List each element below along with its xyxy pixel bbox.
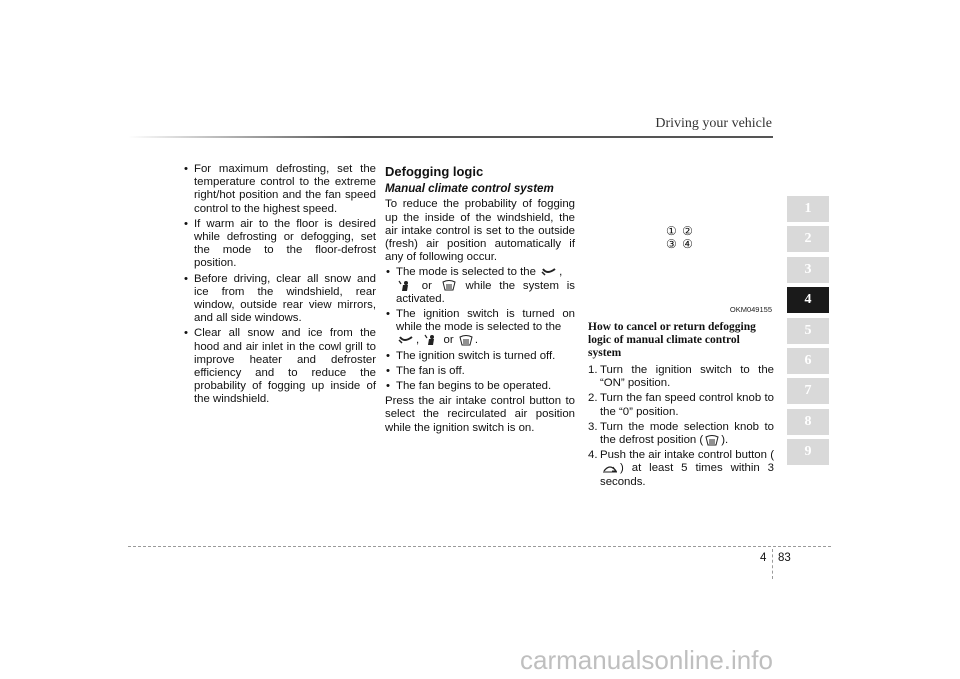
bullet-text: The mode is selected to the (396, 266, 536, 279)
figure-code: OKM049155 (729, 305, 772, 314)
list-item: • The mode is selected to the , or while the system is activated. (385, 266, 575, 306)
bullet-text: or (443, 334, 454, 347)
floor-defrost-icon (398, 280, 412, 292)
defrost-icon (459, 335, 473, 346)
step-text: Turn the fan speed control knob to the “0” position. (600, 392, 774, 418)
page-number: 83 (778, 552, 791, 564)
chapter-tab-2[interactable]: 2 (787, 226, 829, 252)
chapter-tab-1[interactable]: 1 (787, 196, 829, 222)
bullet-text: while the system is activated. (396, 279, 575, 305)
floor-defrost-icon (424, 334, 438, 346)
figure-callouts (666, 225, 694, 251)
list-item: • For maximum defrosting, set the temperature control to the extreme right/hot position and the fan speed control to the highest speed. (183, 163, 376, 216)
chapter-tab-6[interactable]: 6 (787, 348, 829, 374)
figure-callout-row: ① ② (666, 224, 694, 238)
chapter-tabs (787, 196, 829, 470)
chapter-tab-8[interactable]: 8 (787, 409, 829, 435)
defrost-floor-mode-icon (541, 267, 557, 277)
step-text: Push the air intake control button ( (600, 449, 774, 462)
step-text: Turn the ignition switch to the “ON” position. (600, 364, 774, 390)
figure (588, 163, 774, 318)
footer-divider (128, 546, 831, 547)
header-section-title: Driving your vehicle (655, 116, 772, 131)
step-item (588, 449, 774, 489)
list-item: • The fan begins to be operated. (385, 380, 575, 393)
bullet-text: or (421, 279, 432, 292)
chapter-tab-4[interactable]: 4 (787, 287, 829, 313)
page-chapter: 4 (760, 552, 767, 564)
section-subheading: Manual climate control system (385, 182, 554, 196)
step-text: ) at least 5 times within 3 seconds. (600, 462, 774, 488)
step-item (588, 421, 774, 447)
defrost-icon (705, 435, 719, 446)
step-number: 2. (588, 392, 598, 405)
step-text: Turn the mode selection knob to the defrost position ( (600, 420, 774, 447)
chapter-tab-3[interactable]: 3 (787, 257, 829, 283)
footer-vertical-divider (772, 549, 773, 579)
figure-callout-row: ③ ④ (666, 237, 694, 251)
defrost-floor-mode-icon (398, 335, 414, 345)
intro-paragraph: To reduce the probability of fogging up the inside of the windshield, the air intake control is set to the outside (fresh) air position automatically if any of following occur. (385, 198, 575, 264)
step-number: 4. (588, 449, 598, 462)
recirculation-icon (602, 463, 618, 473)
step-number: 1. (588, 364, 598, 376)
list-item: • Before driving, clear all snow and ice from the windshield, rear window, outside rear view mirrors, and all side windows. (183, 273, 376, 326)
chapter-tab-9[interactable]: 9 (787, 439, 829, 465)
list-item: • Clear all snow and ice from the hood and air inlet in the cowl grill to improve heater and defroster efficiency and to reduce the probability of fogging up inside of the windshield. (183, 327, 376, 406)
figure-title: How to cancel or return defogging logic of manual climate control system (588, 321, 756, 359)
outro-paragraph: Press the air intake control button to select the recirculated air position while the ignition switch is on. (385, 395, 575, 434)
step-item (588, 364, 774, 390)
column-3 (588, 163, 774, 491)
bullet-text: The ignition switch is turned on while the mode is selected to the (396, 308, 575, 334)
header-rule (128, 136, 773, 138)
list-item: • If warm air to the floor is desired while defrosting or defogging, set the mode to the floor-defrost position. (183, 218, 376, 271)
column-1 (183, 163, 376, 409)
chapter-tab-5[interactable]: 5 (787, 318, 829, 344)
list-item: • The ignition switch is turned on while the mode is selected to the , or . (385, 308, 575, 348)
step-number: 3. (588, 420, 598, 433)
defrost-icon (442, 280, 456, 291)
list-item: • The fan is off. (385, 365, 575, 378)
list-item: • The ignition switch is turned off. (385, 350, 575, 363)
section-heading: Defogging logic (385, 164, 484, 179)
column-2 (385, 163, 575, 437)
chapter-tab-7[interactable]: 7 (787, 378, 829, 404)
step-text: ). (721, 434, 729, 447)
watermark: carmanualsonline.info (520, 645, 773, 675)
step-item (588, 392, 774, 418)
